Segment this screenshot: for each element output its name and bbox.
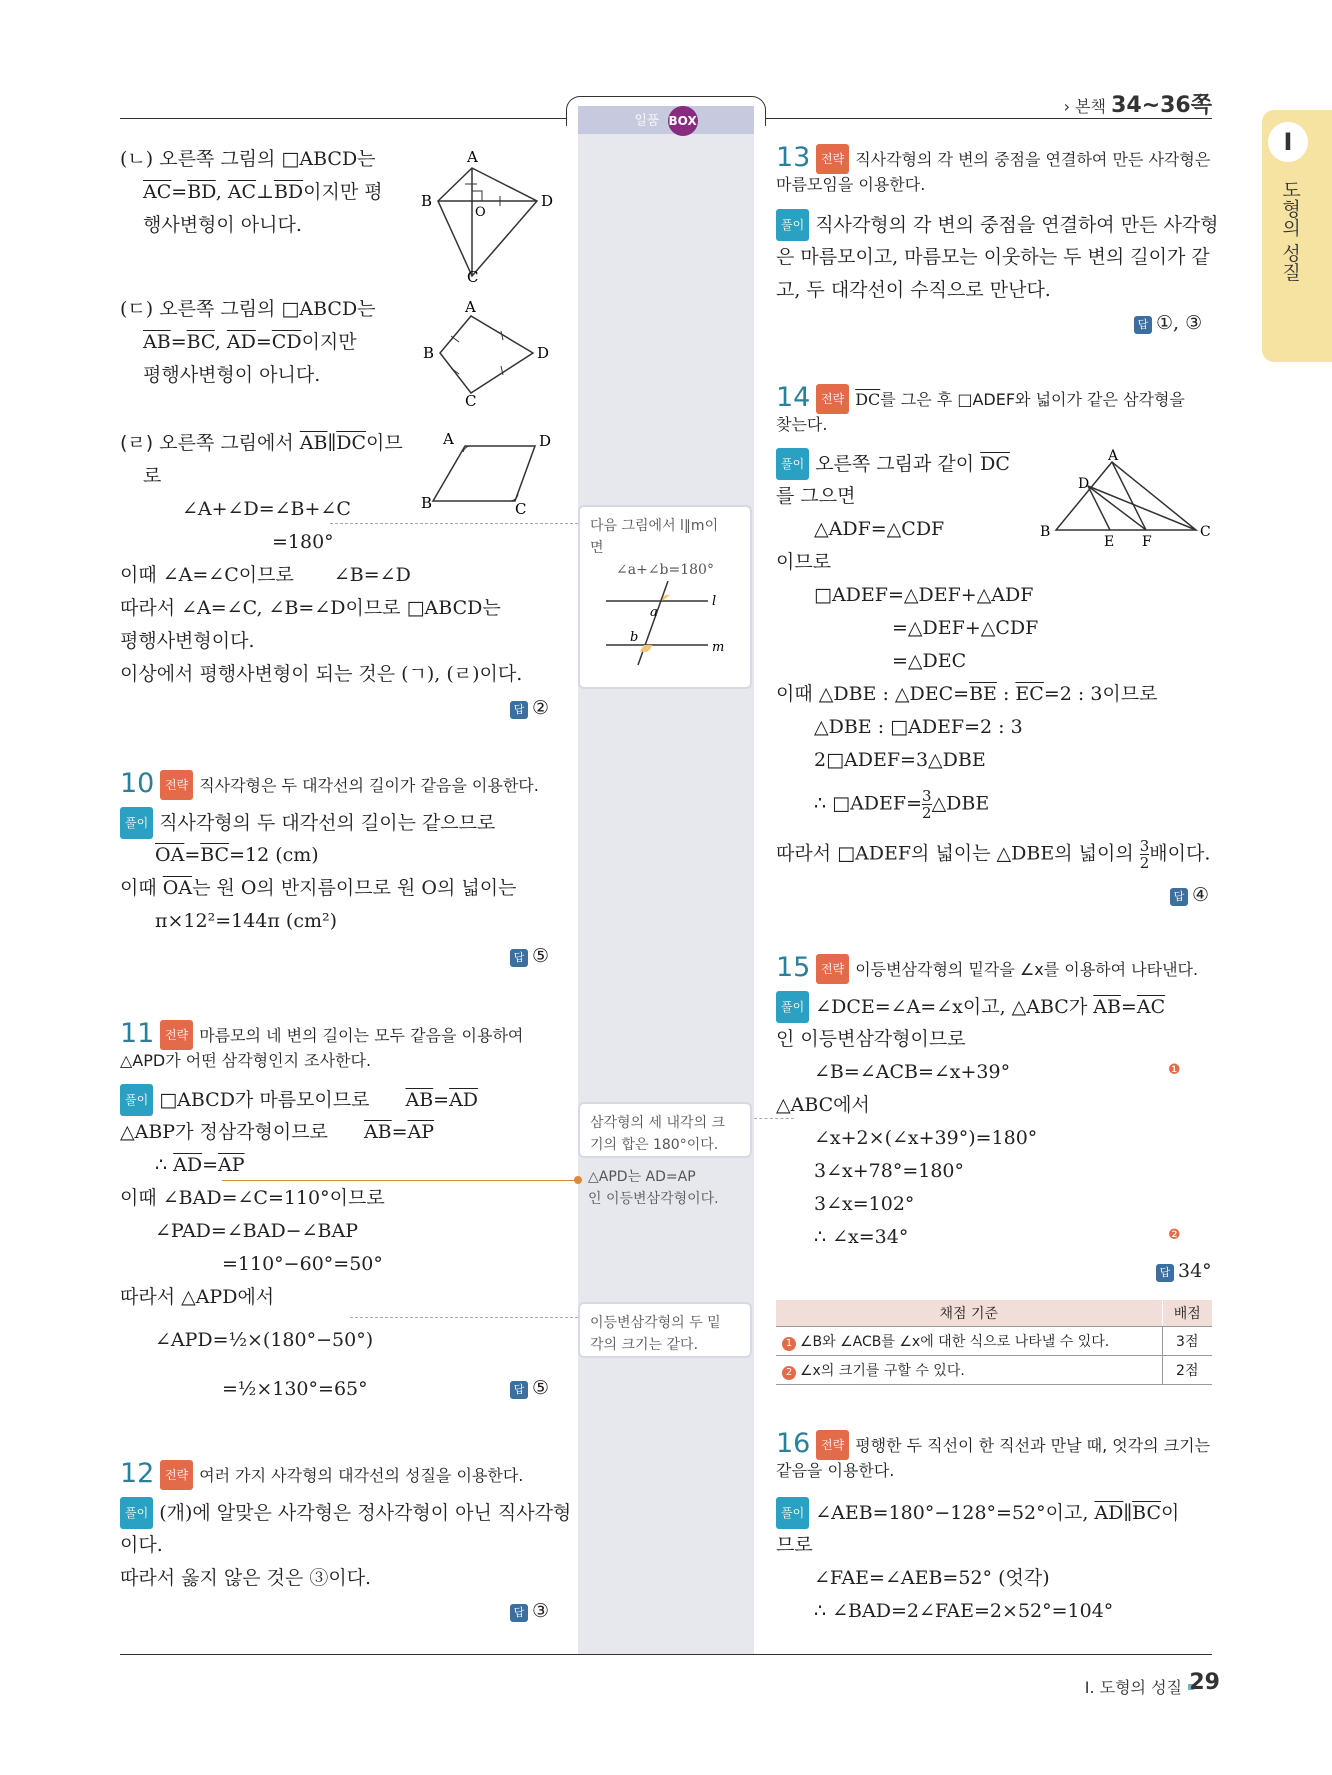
text-line: $\overline{AB}=\overline{BC}$, $\overline{AD}=\overline{CD}$이지만 — [143, 331, 357, 353]
answer: 답 ② — [510, 697, 549, 719]
text-line: 따라서 ∠A=∠C, ∠B=∠D이므로 □ABCD는 — [120, 597, 501, 619]
text-line: 이므로 — [776, 551, 832, 573]
text-line: (ㄴ) 오른쪽 그림의 □ABCD는 — [120, 148, 376, 170]
svg-text:m: m — [712, 640, 725, 655]
note-isosceles — [588, 1166, 752, 1210]
text-line: $\overline{OA}=\overline{BC}=12$ (cm) — [155, 844, 319, 866]
text-line: △ADF=△CDF — [814, 518, 945, 540]
text-line: 3∠x=102° — [814, 1193, 915, 1215]
text-line: 따라서 옳지 않은 것은 ③이다. — [120, 1567, 372, 1589]
label-a: A — [443, 430, 454, 448]
text-line: =110°−60°=50° — [222, 1253, 383, 1275]
text-line: $\overline{AC}=\overline{BD}$, $\overline{AC}\perp\overline{BD}$이지만 평 — [143, 181, 383, 203]
text-line: △ABP가 정삼각형이므로 $\overline{AB}=\overline{AP}$ — [120, 1121, 435, 1143]
text-line: 고, 두 대각선이 수직으로 만난다. — [776, 279, 1051, 301]
text-line: 따라서 △APD에서 — [120, 1286, 275, 1308]
text-line: =½×130°=65° — [222, 1378, 368, 1400]
answer: 답 ③ — [510, 1600, 549, 1622]
rhombus-figure — [415, 298, 565, 408]
answer-icon: 답 — [510, 1604, 528, 1622]
label-o: O — [475, 205, 486, 220]
text-line: =180° — [272, 531, 334, 553]
chapter-number: I — [1268, 122, 1308, 162]
label-b: B — [421, 192, 433, 210]
answer: 답 ④ — [1170, 884, 1209, 906]
header-rule — [120, 118, 570, 119]
step-mark: ❷ — [1168, 1227, 1181, 1243]
footer-rule — [120, 1654, 1212, 1655]
box-column — [578, 106, 754, 1654]
label-b: B — [1040, 524, 1051, 540]
label-c: C — [467, 268, 479, 286]
step-mark: ❶ — [1168, 1062, 1181, 1078]
text-line: 3∠x+78°=180° — [814, 1160, 965, 1182]
box-badge: BOX — [668, 106, 698, 136]
triangle-figure — [1036, 448, 1216, 548]
text-line: 이때 △DBE : $\triangle DEC=\overline{BE}$ : $\overline{EC}=2$ : 3이므로 — [776, 683, 1158, 705]
text-line: 이때 $\overline{OA}$는 원 O의 반지름이므로 원 O의 넓이는 — [120, 877, 517, 899]
parallel-lines-figure — [590, 581, 740, 667]
text-line: 풀이 ∠AEB=180°−128°=52°이고, $\overline{AD}\parallel\overline{BC}$이 — [776, 1497, 1179, 1529]
text-line: ∠FAE=∠AEB=52° (엇각) — [814, 1567, 1050, 1589]
text-line: 인 이등변삼각형이므로 — [776, 1028, 966, 1050]
problem-number: 12 — [120, 1458, 155, 1489]
text-line: 로 — [143, 465, 162, 487]
problem-number: 15 — [776, 952, 811, 983]
svg-text:a: a — [650, 605, 658, 620]
text-line: 은 마름모이고, 마름모는 이웃하는 두 변의 길이가 같 — [776, 246, 1210, 268]
text-line: 이때 ∠BAD=∠C=110°이므로 — [120, 1187, 385, 1209]
label-d: D — [537, 344, 550, 362]
connector-dot — [574, 1176, 582, 1184]
page-number: 29 — [1189, 1670, 1220, 1695]
note-text: 면 — [590, 540, 604, 556]
note-connector — [222, 1180, 576, 1181]
grading-header: 채점 기준 — [776, 1300, 1162, 1327]
svg-text:l: l — [712, 594, 717, 609]
note-text: 기의 합은 180°이다. — [590, 1137, 719, 1153]
answer: 답 34° — [1156, 1260, 1212, 1282]
answer-icon: 답 — [510, 701, 528, 719]
label-d: D — [539, 432, 552, 450]
note-parallel-lines — [578, 505, 752, 689]
kite-figure — [415, 148, 565, 286]
problem-number: 14 — [776, 382, 811, 413]
strategy: 전략 이등변삼각형의 밑각을 ∠x를 이용하여 나타낸다. — [816, 954, 1198, 984]
note-text: ∠a+∠b=180° — [616, 562, 714, 578]
strategy: 같음을 이용한다. — [776, 1461, 895, 1480]
table-row: 2 ∠x의 크기를 구할 수 있다. 2점 — [776, 1356, 1212, 1385]
ref-pages: 34~36쪽 — [1111, 93, 1212, 118]
answer-icon: 답 — [510, 949, 528, 967]
text-line: 풀이 오른쪽 그림과 같이 $\overline{DC}$ — [776, 448, 1010, 480]
note-text: △APD는 AD=AP — [588, 1169, 696, 1185]
note-text: 이등변삼각형의 두 밑 — [590, 1315, 721, 1331]
answer-icon: 답 — [510, 1381, 528, 1399]
strategy: 전략 직사각형의 각 변의 중점을 연결하여 만든 사각형은 — [816, 144, 1210, 174]
text-line: ∠A+∠D=∠B+∠C — [182, 498, 351, 520]
svg-text:b: b — [630, 630, 639, 645]
problem-number: 10 — [120, 768, 155, 799]
grading-header: 배점 — [1162, 1300, 1212, 1327]
text-line: △DBE : □ADEF=2 : 3 — [814, 716, 1023, 738]
text-line: 를 그으면 — [776, 485, 856, 507]
text-line: 풀이 직사각형의 각 변의 중점을 연결하여 만든 사각형 — [776, 209, 1219, 241]
text-line: ∴ ∠BAD=2∠FAE=2×52°=104° — [814, 1600, 1114, 1622]
note-text: 인 이등변삼각형이다. — [588, 1191, 719, 1207]
label-a: A — [1108, 448, 1119, 464]
label-b: B — [423, 344, 435, 362]
text-line: ∴ ∠x=34° — [814, 1226, 909, 1248]
strategy: 찾는다. — [776, 415, 828, 434]
label-b: B — [421, 494, 433, 512]
label-d: D — [541, 192, 554, 210]
text-line: 므로 — [776, 1534, 813, 1556]
strategy: 전략 $\overline{DC}$를 그은 후 □ADEF와 넓이가 같은 삼각형을 — [816, 384, 1185, 414]
ref-prefix: 본책 — [1075, 97, 1106, 116]
text-line: ∠B=∠ACB=∠x+39° — [814, 1061, 1011, 1083]
text-line: =△DEF+△CDF — [892, 617, 1039, 639]
text-line: 행사변형이 아니다. — [143, 214, 302, 236]
text-line: 따라서 □ADEF의 넓이는 △DBE의 넓이의 $\frac{3}{2}$ 배이다. — [776, 837, 1211, 872]
label-f: F — [1142, 534, 1152, 548]
label-c: C — [1200, 524, 1211, 540]
text-line: ∠x+2×(∠x+39°)=180° — [814, 1127, 1038, 1149]
footer-chapter: I. 도형의 성질 — [1084, 1678, 1182, 1697]
answer: 답 ①, ③ — [1134, 312, 1202, 334]
label-d: D — [1078, 476, 1090, 492]
strategy: 마름모임을 이용한다. — [776, 175, 926, 194]
box-prefix: 일품 — [634, 113, 660, 129]
note-connector — [330, 523, 578, 524]
text-line: ∠APD=½×(180°−50°) — [155, 1329, 374, 1351]
text-line: ∠PAD=∠BAD−∠BAP — [155, 1220, 358, 1242]
strategy: 전략 여러 가지 사각형의 대각선의 성질을 이용한다. — [160, 1460, 523, 1490]
box-header — [578, 106, 754, 134]
text-line: 풀이 직사각형의 두 대각선의 길이는 같으므로 — [120, 807, 495, 839]
problem-number: 13 — [776, 142, 811, 173]
chevron-right-icon: › — [1063, 97, 1070, 116]
label-e: E — [1104, 534, 1115, 548]
note-connector — [350, 1317, 578, 1318]
answer: 답 ⑤ — [510, 945, 549, 967]
text-line: (ㄹ) 오른쪽 그림에서 $\overline{AB}\parallel\overline{DC}$이므 — [120, 432, 403, 454]
label-a: A — [465, 298, 476, 316]
chapter-title: 도형의 성질 — [1279, 180, 1301, 282]
text-line: (ㄷ) 오른쪽 그림의 □ABCD는 — [120, 298, 376, 320]
text-line: △ABC에서 — [776, 1094, 870, 1116]
text-line: 풀이 (개)에 알맞은 사각형은 정사각형이 아닌 직사각형 — [120, 1497, 571, 1529]
text-line: 이상에서 평행사변형이 되는 것은 (ㄱ), (ㄹ)이다. — [120, 663, 523, 685]
text-line: =△DEC — [892, 650, 967, 672]
reference-pages — [1064, 88, 1212, 119]
strategy: △APD가 어떤 삼각형인지 조사한다. — [120, 1051, 372, 1070]
answer-icon: 답 — [1156, 1264, 1174, 1282]
text-line: 평행사변형이다. — [120, 630, 255, 652]
answer: 답 ⑤ — [510, 1377, 549, 1399]
label-c: C — [515, 500, 527, 518]
problem-number: 11 — [120, 1018, 155, 1049]
answer-icon: 답 — [1170, 888, 1188, 906]
parallelogram-figure — [415, 428, 565, 518]
strategy: 전략 평행한 두 직선이 한 직선과 만날 때, 엇각의 크기는 — [816, 1430, 1210, 1460]
strategy: 전략 직사각형은 두 대각선의 길이가 같음을 이용한다. — [160, 770, 539, 800]
note-base-angles — [578, 1302, 752, 1358]
text-line: □ADEF=△DEF+△ADF — [814, 584, 1034, 606]
text-line: 이때 ∠A=∠C이므로 ∠B=∠D — [120, 564, 411, 586]
label-a: A — [467, 148, 478, 166]
problem-number: 16 — [776, 1428, 811, 1459]
answer-icon: 답 — [1134, 316, 1152, 334]
text-line: 풀이 □ABCD가 마름모이므로 $\overline{AB}=\overline{AD}$ — [120, 1084, 478, 1116]
text-line: 평행사변형이 아니다. — [143, 364, 321, 386]
note-text: 각의 크기는 같다. — [590, 1337, 699, 1353]
strategy: 전략 마름모의 네 변의 길이는 모두 같음을 이용하여 — [160, 1020, 523, 1050]
note-text: 다음 그림에서 l∥m이 — [590, 518, 719, 534]
label-c: C — [465, 392, 477, 408]
text-line: 이다. — [120, 1534, 163, 1556]
text-line: 2□ADEF=3△DBE — [814, 749, 986, 771]
text-line: 풀이 ∠DCE=∠A=∠x이고, △ABC가 $\overline{AB}=\overline{AC}$ — [776, 991, 1165, 1023]
grading-table — [776, 1300, 1212, 1385]
table-row: 1 ∠B와 ∠ACB를 ∠x에 대한 식으로 나타낼 수 있다. 3점 — [776, 1327, 1212, 1356]
text-line: ∴ □ADEF= $\frac{3}{2}$ △DBE — [814, 787, 990, 822]
note-text: 삼각형의 세 내각의 크 — [590, 1115, 726, 1131]
note-triangle-angles — [578, 1102, 752, 1158]
text-line: ∴ $\overline{AD}=\overline{AP}$ — [155, 1154, 245, 1176]
text-line: π×12²=144π (cm²) — [155, 910, 338, 932]
